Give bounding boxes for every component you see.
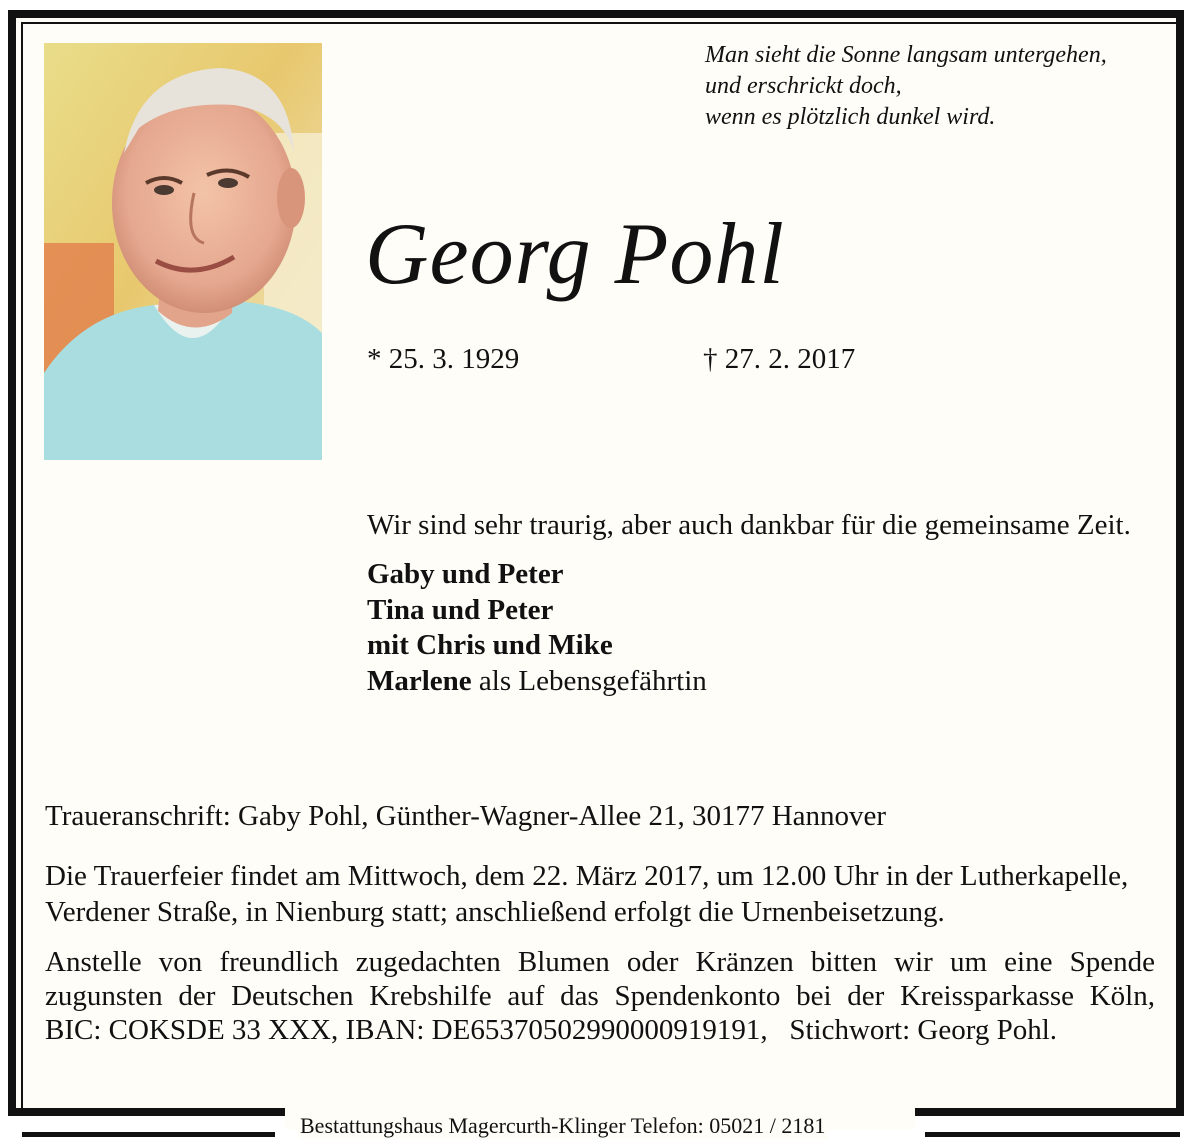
ceremony-line: Verdener Straße, in Nienburg statt; anschließend erfolgt die Urnenbeisetzung. xyxy=(45,896,945,928)
donation-line: Anstelle von freundlich zugedachten Blumen oder Kränzen bitten wir um eine Spende xyxy=(45,946,1155,978)
deceased-name: Georg Pohl xyxy=(365,206,785,303)
thanks-statement: Wir sind sehr traurig, aber auch dankbar für die gemeinsame Zeit. xyxy=(367,509,1131,541)
family-line: mit Chris und Mike xyxy=(367,629,613,661)
birth-date: * 25. 3. 1929 xyxy=(367,343,520,375)
donation-line: zugunsten der Deutschen Krebshilfe auf das Spendenkonto bei der Kreissparkasse Köln, xyxy=(45,980,1155,1012)
family-line: Tina und Peter xyxy=(367,593,554,626)
donation-info xyxy=(45,945,1155,1047)
footer xyxy=(0,1115,1200,1145)
epigraph-quote xyxy=(705,40,1107,133)
death-date: † 27. 2. 2017 xyxy=(703,343,856,375)
quote-line: wenn es plötzlich dunkel wird. xyxy=(705,104,996,130)
ceremony-info xyxy=(45,858,1155,930)
family-line: Gaby und Peter xyxy=(367,558,564,590)
funeral-home-info: Bestattungshaus Magercurth-Klinger Telefon: 05021 / 2181 xyxy=(300,1113,826,1138)
family-line-relation: als Lebensgefährtin xyxy=(471,664,707,697)
ceremony-line: Die Trauerfeier findet am Mittwoch, dem 22. März 2017, um 12.00 Uhr in der Lutherkapelle, xyxy=(45,860,1129,892)
portrait-photo xyxy=(44,43,322,460)
donation-line: BIC: COKSDE 33 XXX, IBAN: DE65370502990000919191, Stichwort: Georg Pohl. xyxy=(45,1014,1058,1046)
quote-line: und erschrickt doch, xyxy=(705,73,902,99)
family-line-name: Marlene xyxy=(367,664,472,697)
footer-rule-left xyxy=(22,1132,275,1137)
family-signatures xyxy=(367,557,707,699)
footer-rule-right xyxy=(925,1132,1180,1137)
quote-line: Man sieht die Sonne langsam untergehen, xyxy=(705,42,1107,68)
mourning-address: Traueranschrift: Gaby Pohl, Günther-Wagner-Allee 21, 30177 Hannover xyxy=(45,800,887,832)
